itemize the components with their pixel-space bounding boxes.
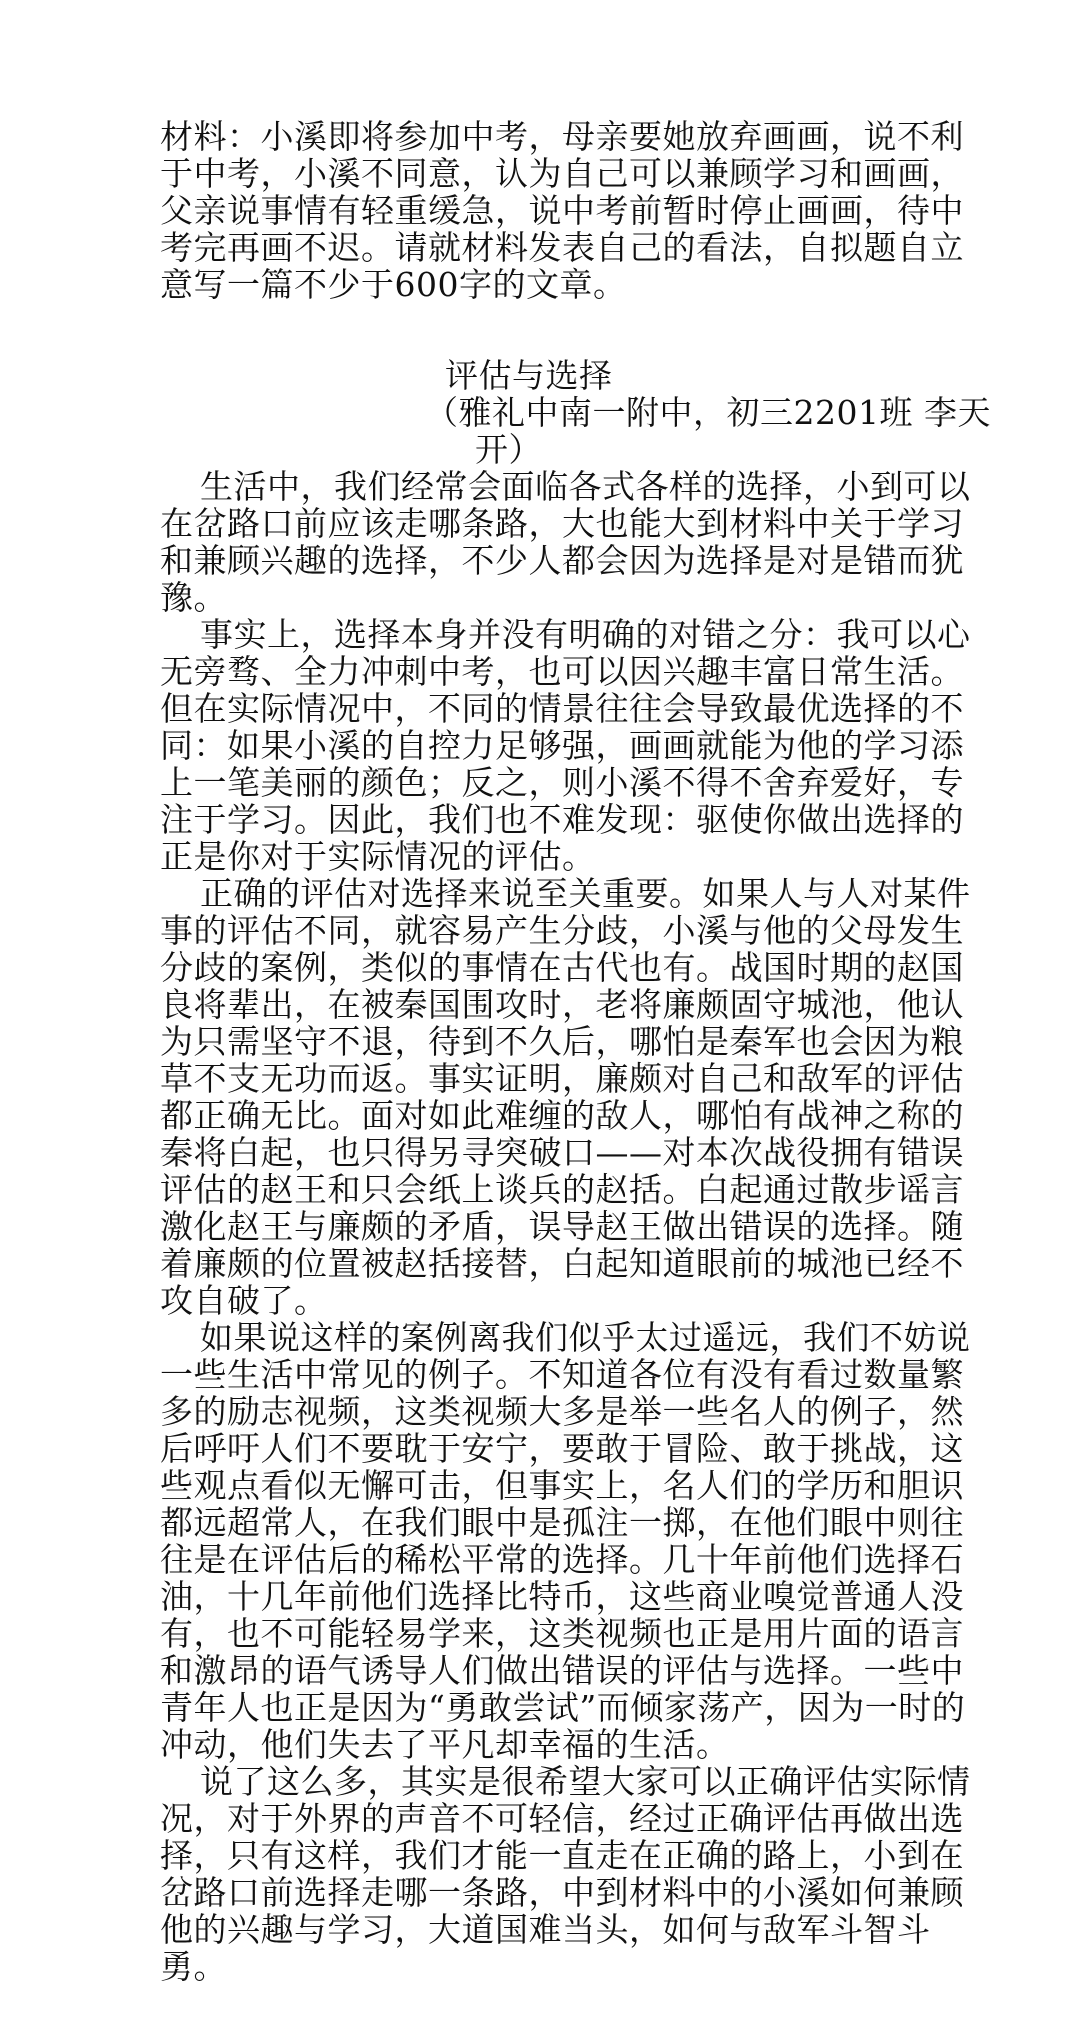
paragraph-line: 着廉颇的位置被赵括接替，白起知道眼前的城池已经不 bbox=[160, 1244, 964, 1283]
paragraph-line: 事的评估不同，就容易产生分歧，小溪与他的父母发生 bbox=[160, 911, 964, 950]
essay-paragraph-5 bbox=[160, 1762, 971, 1986]
material-prompt bbox=[160, 117, 964, 304]
paragraph-line: 都远超常人，在我们眼中是孤注一掷，在他们眼中则往 bbox=[160, 1503, 964, 1542]
paragraph-line: 豫。 bbox=[160, 578, 227, 617]
paragraph-line: 注于学习。因此，我们也不难发现：驱使你做出选择的 bbox=[160, 800, 964, 839]
paragraph-line: 正是你对于实际情况的评估。 bbox=[160, 837, 596, 876]
paragraph-line: 勇。 bbox=[160, 1947, 227, 1986]
material-line: 考完再画不迟。请就材料发表自己的看法，自拟题自立 bbox=[160, 228, 964, 267]
essay-paragraph-2 bbox=[160, 615, 971, 876]
paragraph-line: 事实上，选择本身并没有明确的对错之分：我可以心 bbox=[200, 615, 971, 654]
paragraph-line: 同：如果小溪的自控力足够强，画画就能为他的学习添 bbox=[160, 726, 964, 765]
paragraph-line: 评估的赵王和只会纸上谈兵的赵括。白起通过散步谣言 bbox=[160, 1170, 964, 1209]
paragraph-line: 他的兴趣与学习，大道国难当头，如何与敌军斗智斗 bbox=[160, 1910, 931, 1949]
essay-author: （雅礼中南一附中，初三2201班 李天 bbox=[425, 393, 991, 432]
paragraph-line: 况，对于外界的声音不可轻信，经过正确评估再做出选 bbox=[160, 1799, 964, 1838]
paragraph-line: 正确的评估对选择来说至关重要。如果人与人对某件 bbox=[200, 874, 971, 913]
material-line: 父亲说事情有轻重缓急，说中考前暂时停止画画，待中 bbox=[160, 191, 964, 230]
essay-title: 评估与选择 bbox=[445, 356, 613, 395]
paragraph-line: 无旁骛、全力冲刺中考，也可以因兴趣丰富日常生活。 bbox=[160, 652, 964, 691]
paragraph-line: 青年人也正是因为“勇敢尝试”而倾家荡产，因为一时的 bbox=[160, 1688, 966, 1727]
paragraph-line: 和兼顾兴趣的选择，不少人都会因为选择是对是错而犹 bbox=[160, 541, 964, 580]
essay-author-continued: 开） bbox=[475, 430, 542, 469]
paragraph-line: 说了这么多，其实是很希望大家可以正确评估实际情 bbox=[200, 1762, 971, 1801]
essay-paragraph-1 bbox=[160, 467, 971, 617]
paragraph-line: 都正确无比。面对如此难缠的敌人，哪怕有战神之称的 bbox=[160, 1096, 964, 1135]
paragraph-line: 些观点看似无懈可击，但事实上，名人们的学历和胆识 bbox=[160, 1466, 964, 1505]
paragraph-line: 为只需坚守不退，待到不久后，哪怕是秦军也会因为粮 bbox=[160, 1022, 964, 1061]
document-page bbox=[160, 117, 991, 1986]
essay-paragraph-4 bbox=[160, 1318, 971, 1764]
paragraph-line: 激化赵王与廉颇的矛盾，误导赵王做出错误的选择。随 bbox=[160, 1207, 964, 1246]
paragraph-line: 秦将白起，也只得另寻突破口——对本次战役拥有错误 bbox=[160, 1133, 964, 1172]
essay-body bbox=[160, 467, 971, 1986]
essay-heading bbox=[160, 356, 991, 469]
material-line: 于中考，小溪不同意，认为自己可以兼顾学习和画画， bbox=[160, 154, 964, 193]
paragraph-line: 上一笔美丽的颜色；反之，则小溪不得不舍弃爱好，专 bbox=[160, 763, 964, 802]
paragraph-line: 和激昂的语气诱导人们做出错误的评估与选择。一些中 bbox=[160, 1651, 964, 1690]
paragraph-line: 择，只有这样，我们才能一直走在正确的路上，小到在 bbox=[160, 1836, 964, 1875]
paragraph-line: 一些生活中常见的例子。不知道各位有没有看过数量繁 bbox=[160, 1355, 964, 1394]
material-line: 意写一篇不少于600字的文章。 bbox=[160, 265, 627, 304]
paragraph-line: 但在实际情况中，不同的情景往往会导致最优选择的不 bbox=[160, 689, 964, 728]
paragraph-line: 多的励志视频，这类视频大多是举一些名人的例子，然 bbox=[160, 1392, 964, 1431]
paragraph-line: 分歧的案例，类似的事情在古代也有。战国时期的赵国 bbox=[160, 948, 964, 987]
paragraph-line: 后呼吁人们不要耽于安宁，要敢于冒险、敢于挑战，这 bbox=[160, 1429, 964, 1468]
paragraph-line: 攻自破了。 bbox=[160, 1281, 328, 1320]
material-line: 材料：小溪即将参加中考，母亲要她放弃画画，说不利 bbox=[160, 117, 964, 156]
paragraph-line: 往是在评估后的稀松平常的选择。几十年前他们选择石 bbox=[160, 1540, 964, 1579]
paragraph-line: 冲动，他们失去了平凡却幸福的生活。 bbox=[160, 1725, 730, 1764]
paragraph-line: 生活中，我们经常会面临各式各样的选择，小到可以 bbox=[200, 467, 971, 506]
paragraph-line: 良将辈出，在被秦国围攻时，老将廉颇固守城池，他认 bbox=[160, 985, 964, 1024]
paragraph-line: 油，十几年前他们选择比特币，这些商业嗅觉普通人没 bbox=[160, 1577, 964, 1616]
paragraph-line: 有，也不可能轻易学来，这类视频也正是用片面的语言 bbox=[160, 1614, 964, 1653]
paragraph-line: 岔路口前选择走哪一条路，中到材料中的小溪如何兼顾 bbox=[160, 1873, 964, 1912]
essay-paragraph-3 bbox=[160, 874, 971, 1320]
paragraph-line: 如果说这样的案例离我们似乎太过遥远，我们不妨说 bbox=[200, 1318, 971, 1357]
paragraph-line: 草不支无功而返。事实证明，廉颇对自己和敌军的评估 bbox=[160, 1059, 964, 1098]
paragraph-line: 在岔路口前应该走哪条路，大也能大到材料中关于学习 bbox=[160, 504, 964, 543]
